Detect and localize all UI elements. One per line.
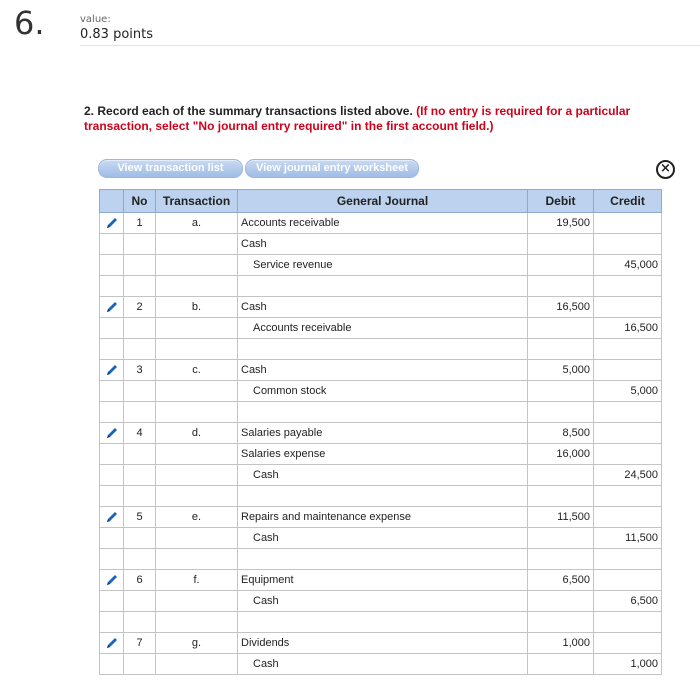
entry-number: 1 xyxy=(124,213,156,234)
debit-field[interactable]: 19,500 xyxy=(528,213,594,234)
account-field[interactable]: Cash xyxy=(238,297,528,318)
credit-field[interactable]: 16,500 xyxy=(594,318,662,339)
header-edit xyxy=(100,190,124,213)
journal-body xyxy=(100,213,662,675)
debit-field[interactable] xyxy=(528,465,594,486)
credit-field[interactable] xyxy=(594,444,662,465)
transaction-letter: d. xyxy=(156,423,238,444)
question-number: 6. xyxy=(14,4,45,42)
credit-field[interactable] xyxy=(594,213,662,234)
pencil-icon[interactable] xyxy=(105,636,119,650)
edit-cell xyxy=(100,213,124,234)
edit-cell xyxy=(100,633,124,654)
pencil-icon[interactable] xyxy=(105,573,119,587)
table-row xyxy=(100,465,662,486)
debit-field[interactable] xyxy=(528,612,594,633)
spacer-row xyxy=(100,549,662,570)
pencil-icon[interactable] xyxy=(105,216,119,230)
edit-cell xyxy=(100,255,124,276)
debit-field[interactable] xyxy=(528,591,594,612)
edit-cell xyxy=(100,423,124,444)
debit-field[interactable] xyxy=(528,339,594,360)
transaction-letter: a. xyxy=(156,213,238,234)
edit-cell xyxy=(100,339,124,360)
credit-field[interactable] xyxy=(594,633,662,654)
debit-field[interactable] xyxy=(528,318,594,339)
edit-cell xyxy=(100,318,124,339)
value-label: value: xyxy=(80,14,111,25)
debit-field[interactable] xyxy=(528,486,594,507)
table-row xyxy=(100,360,662,381)
transaction-cell xyxy=(156,465,238,486)
points-value: 0.83 points xyxy=(80,27,154,42)
credit-field[interactable]: 45,000 xyxy=(594,255,662,276)
entry-number-cell xyxy=(124,591,156,612)
debit-field[interactable] xyxy=(528,276,594,297)
account-field[interactable]: Repairs and maintenance expense xyxy=(238,507,528,528)
table-row xyxy=(100,507,662,528)
credit-field[interactable] xyxy=(594,234,662,255)
table-row xyxy=(100,423,662,444)
entry-number-cell xyxy=(124,255,156,276)
credit-field[interactable] xyxy=(594,339,662,360)
account-field[interactable]: Cash xyxy=(238,234,528,255)
transaction-cell xyxy=(156,402,238,423)
edit-cell xyxy=(100,486,124,507)
credit-field[interactable] xyxy=(594,486,662,507)
table-row xyxy=(100,654,662,675)
transaction-cell xyxy=(156,318,238,339)
transaction-letter: c. xyxy=(156,360,238,381)
edit-cell xyxy=(100,507,124,528)
table-row xyxy=(100,591,662,612)
account-field[interactable] xyxy=(238,402,528,423)
transaction-cell xyxy=(156,339,238,360)
debit-field[interactable] xyxy=(528,234,594,255)
transaction-cell xyxy=(156,255,238,276)
account-field[interactable] xyxy=(238,612,528,633)
entry-number-cell xyxy=(124,654,156,675)
journal-table xyxy=(99,189,662,675)
credit-field[interactable]: 5,000 xyxy=(594,381,662,402)
edit-cell xyxy=(100,276,124,297)
edit-cell xyxy=(100,528,124,549)
transaction-cell xyxy=(156,654,238,675)
credit-field[interactable]: 11,500 xyxy=(594,528,662,549)
credit-field[interactable] xyxy=(594,570,662,591)
pencil-icon[interactable] xyxy=(105,426,119,440)
debit-field[interactable]: 16,500 xyxy=(528,297,594,318)
account-field[interactable]: Cash xyxy=(238,360,528,381)
entry-number-cell xyxy=(124,276,156,297)
entry-number: 6 xyxy=(124,570,156,591)
debit-field[interactable]: 8,500 xyxy=(528,423,594,444)
debit-field[interactable]: 5,000 xyxy=(528,360,594,381)
entry-number-cell xyxy=(124,402,156,423)
transaction-cell xyxy=(156,528,238,549)
debit-field[interactable] xyxy=(528,654,594,675)
account-field[interactable]: Salaries payable xyxy=(238,423,528,444)
transaction-cell xyxy=(156,549,238,570)
transaction-cell xyxy=(156,612,238,633)
entry-number-cell xyxy=(124,444,156,465)
spacer-row xyxy=(100,276,662,297)
edit-cell xyxy=(100,444,124,465)
header-journal: General Journal xyxy=(238,190,528,213)
account-field[interactable] xyxy=(238,276,528,297)
edit-cell xyxy=(100,297,124,318)
account-field[interactable]: Equipment xyxy=(238,570,528,591)
account-field[interactable]: Common stock xyxy=(238,381,528,402)
account-field[interactable] xyxy=(238,339,528,360)
header-transaction: Transaction xyxy=(156,190,238,213)
table-row xyxy=(100,297,662,318)
pencil-icon[interactable] xyxy=(105,510,119,524)
spacer-row xyxy=(100,402,662,423)
spacer-row xyxy=(100,339,662,360)
debit-field[interactable]: 16,000 xyxy=(528,444,594,465)
credit-field[interactable]: 1,000 xyxy=(594,654,662,675)
debit-field[interactable]: 1,000 xyxy=(528,633,594,654)
edit-cell xyxy=(100,549,124,570)
table-row xyxy=(100,213,662,234)
debit-field[interactable] xyxy=(528,528,594,549)
credit-field[interactable] xyxy=(594,360,662,381)
entry-number: 3 xyxy=(124,360,156,381)
header-credit: Credit xyxy=(594,190,662,213)
view-transaction-list-button[interactable]: View transaction list xyxy=(98,159,243,178)
header-no: No xyxy=(124,190,156,213)
entry-number-cell xyxy=(124,339,156,360)
divider xyxy=(80,45,700,46)
edit-cell xyxy=(100,402,124,423)
account-field[interactable]: Dividends xyxy=(238,633,528,654)
account-field[interactable]: Cash xyxy=(238,465,528,486)
instruction-note: (If no entry is required for a particular transaction, select "No journal entry required" in the first account field.) xyxy=(84,104,631,133)
pencil-icon[interactable] xyxy=(105,300,119,314)
credit-field[interactable] xyxy=(594,549,662,570)
edit-cell xyxy=(100,234,124,255)
credit-field[interactable]: 24,500 xyxy=(594,465,662,486)
entry-number-cell xyxy=(124,549,156,570)
credit-field[interactable] xyxy=(594,423,662,444)
pencil-icon[interactable] xyxy=(105,363,119,377)
edit-cell xyxy=(100,465,124,486)
credit-field[interactable] xyxy=(594,612,662,633)
entry-number-cell xyxy=(124,612,156,633)
close-icon[interactable]: × xyxy=(656,160,675,179)
entry-number-cell xyxy=(124,381,156,402)
account-field[interactable] xyxy=(238,549,528,570)
spacer-row xyxy=(100,486,662,507)
credit-field[interactable] xyxy=(594,402,662,423)
entry-number-cell xyxy=(124,528,156,549)
account-field[interactable]: Service revenue xyxy=(238,255,528,276)
entry-number-cell xyxy=(124,465,156,486)
credit-field[interactable]: 6,500 xyxy=(594,591,662,612)
entry-number-cell xyxy=(124,318,156,339)
transaction-cell xyxy=(156,591,238,612)
edit-cell xyxy=(100,360,124,381)
transaction-letter: e. xyxy=(156,507,238,528)
account-field[interactable]: Cash xyxy=(238,591,528,612)
account-field[interactable]: Accounts receivable xyxy=(238,213,528,234)
instruction-text: Record each of the summary transactions listed above. xyxy=(97,104,413,118)
table-row xyxy=(100,234,662,255)
transaction-letter: g. xyxy=(156,633,238,654)
transaction-cell xyxy=(156,486,238,507)
edit-cell xyxy=(100,570,124,591)
table-header-row xyxy=(100,190,662,213)
edit-cell xyxy=(100,591,124,612)
transaction-cell xyxy=(156,381,238,402)
spacer-row xyxy=(100,612,662,633)
entry-number-cell xyxy=(124,486,156,507)
table-row xyxy=(100,444,662,465)
view-journal-worksheet-button[interactable]: View journal entry worksheet xyxy=(245,159,419,178)
transaction-letter: f. xyxy=(156,570,238,591)
instructions xyxy=(84,104,644,134)
table-row xyxy=(100,381,662,402)
account-field[interactable]: Cash xyxy=(238,528,528,549)
entry-number: 7 xyxy=(124,633,156,654)
debit-field[interactable] xyxy=(528,549,594,570)
credit-field[interactable] xyxy=(594,297,662,318)
debit-field[interactable] xyxy=(528,381,594,402)
account-field[interactable]: Cash xyxy=(238,654,528,675)
edit-cell xyxy=(100,612,124,633)
header-debit: Debit xyxy=(528,190,594,213)
transaction-cell xyxy=(156,234,238,255)
account-field[interactable]: Accounts receivable xyxy=(238,318,528,339)
credit-field[interactable] xyxy=(594,507,662,528)
entry-number: 5 xyxy=(124,507,156,528)
transaction-letter: b. xyxy=(156,297,238,318)
entry-number-cell xyxy=(124,234,156,255)
credit-field[interactable] xyxy=(594,276,662,297)
entry-number: 4 xyxy=(124,423,156,444)
table-row xyxy=(100,528,662,549)
instruction-number: 2. xyxy=(84,104,95,118)
edit-cell xyxy=(100,381,124,402)
debit-field[interactable]: 11,500 xyxy=(528,507,594,528)
account-field[interactable] xyxy=(238,486,528,507)
debit-field[interactable] xyxy=(528,255,594,276)
table-row xyxy=(100,570,662,591)
edit-cell xyxy=(100,654,124,675)
table-row xyxy=(100,633,662,654)
transaction-cell xyxy=(156,276,238,297)
transaction-cell xyxy=(156,444,238,465)
table-row xyxy=(100,255,662,276)
debit-field[interactable]: 6,500 xyxy=(528,570,594,591)
entry-number: 2 xyxy=(124,297,156,318)
account-field[interactable]: Salaries expense xyxy=(238,444,528,465)
debit-field[interactable] xyxy=(528,402,594,423)
table-row xyxy=(100,318,662,339)
